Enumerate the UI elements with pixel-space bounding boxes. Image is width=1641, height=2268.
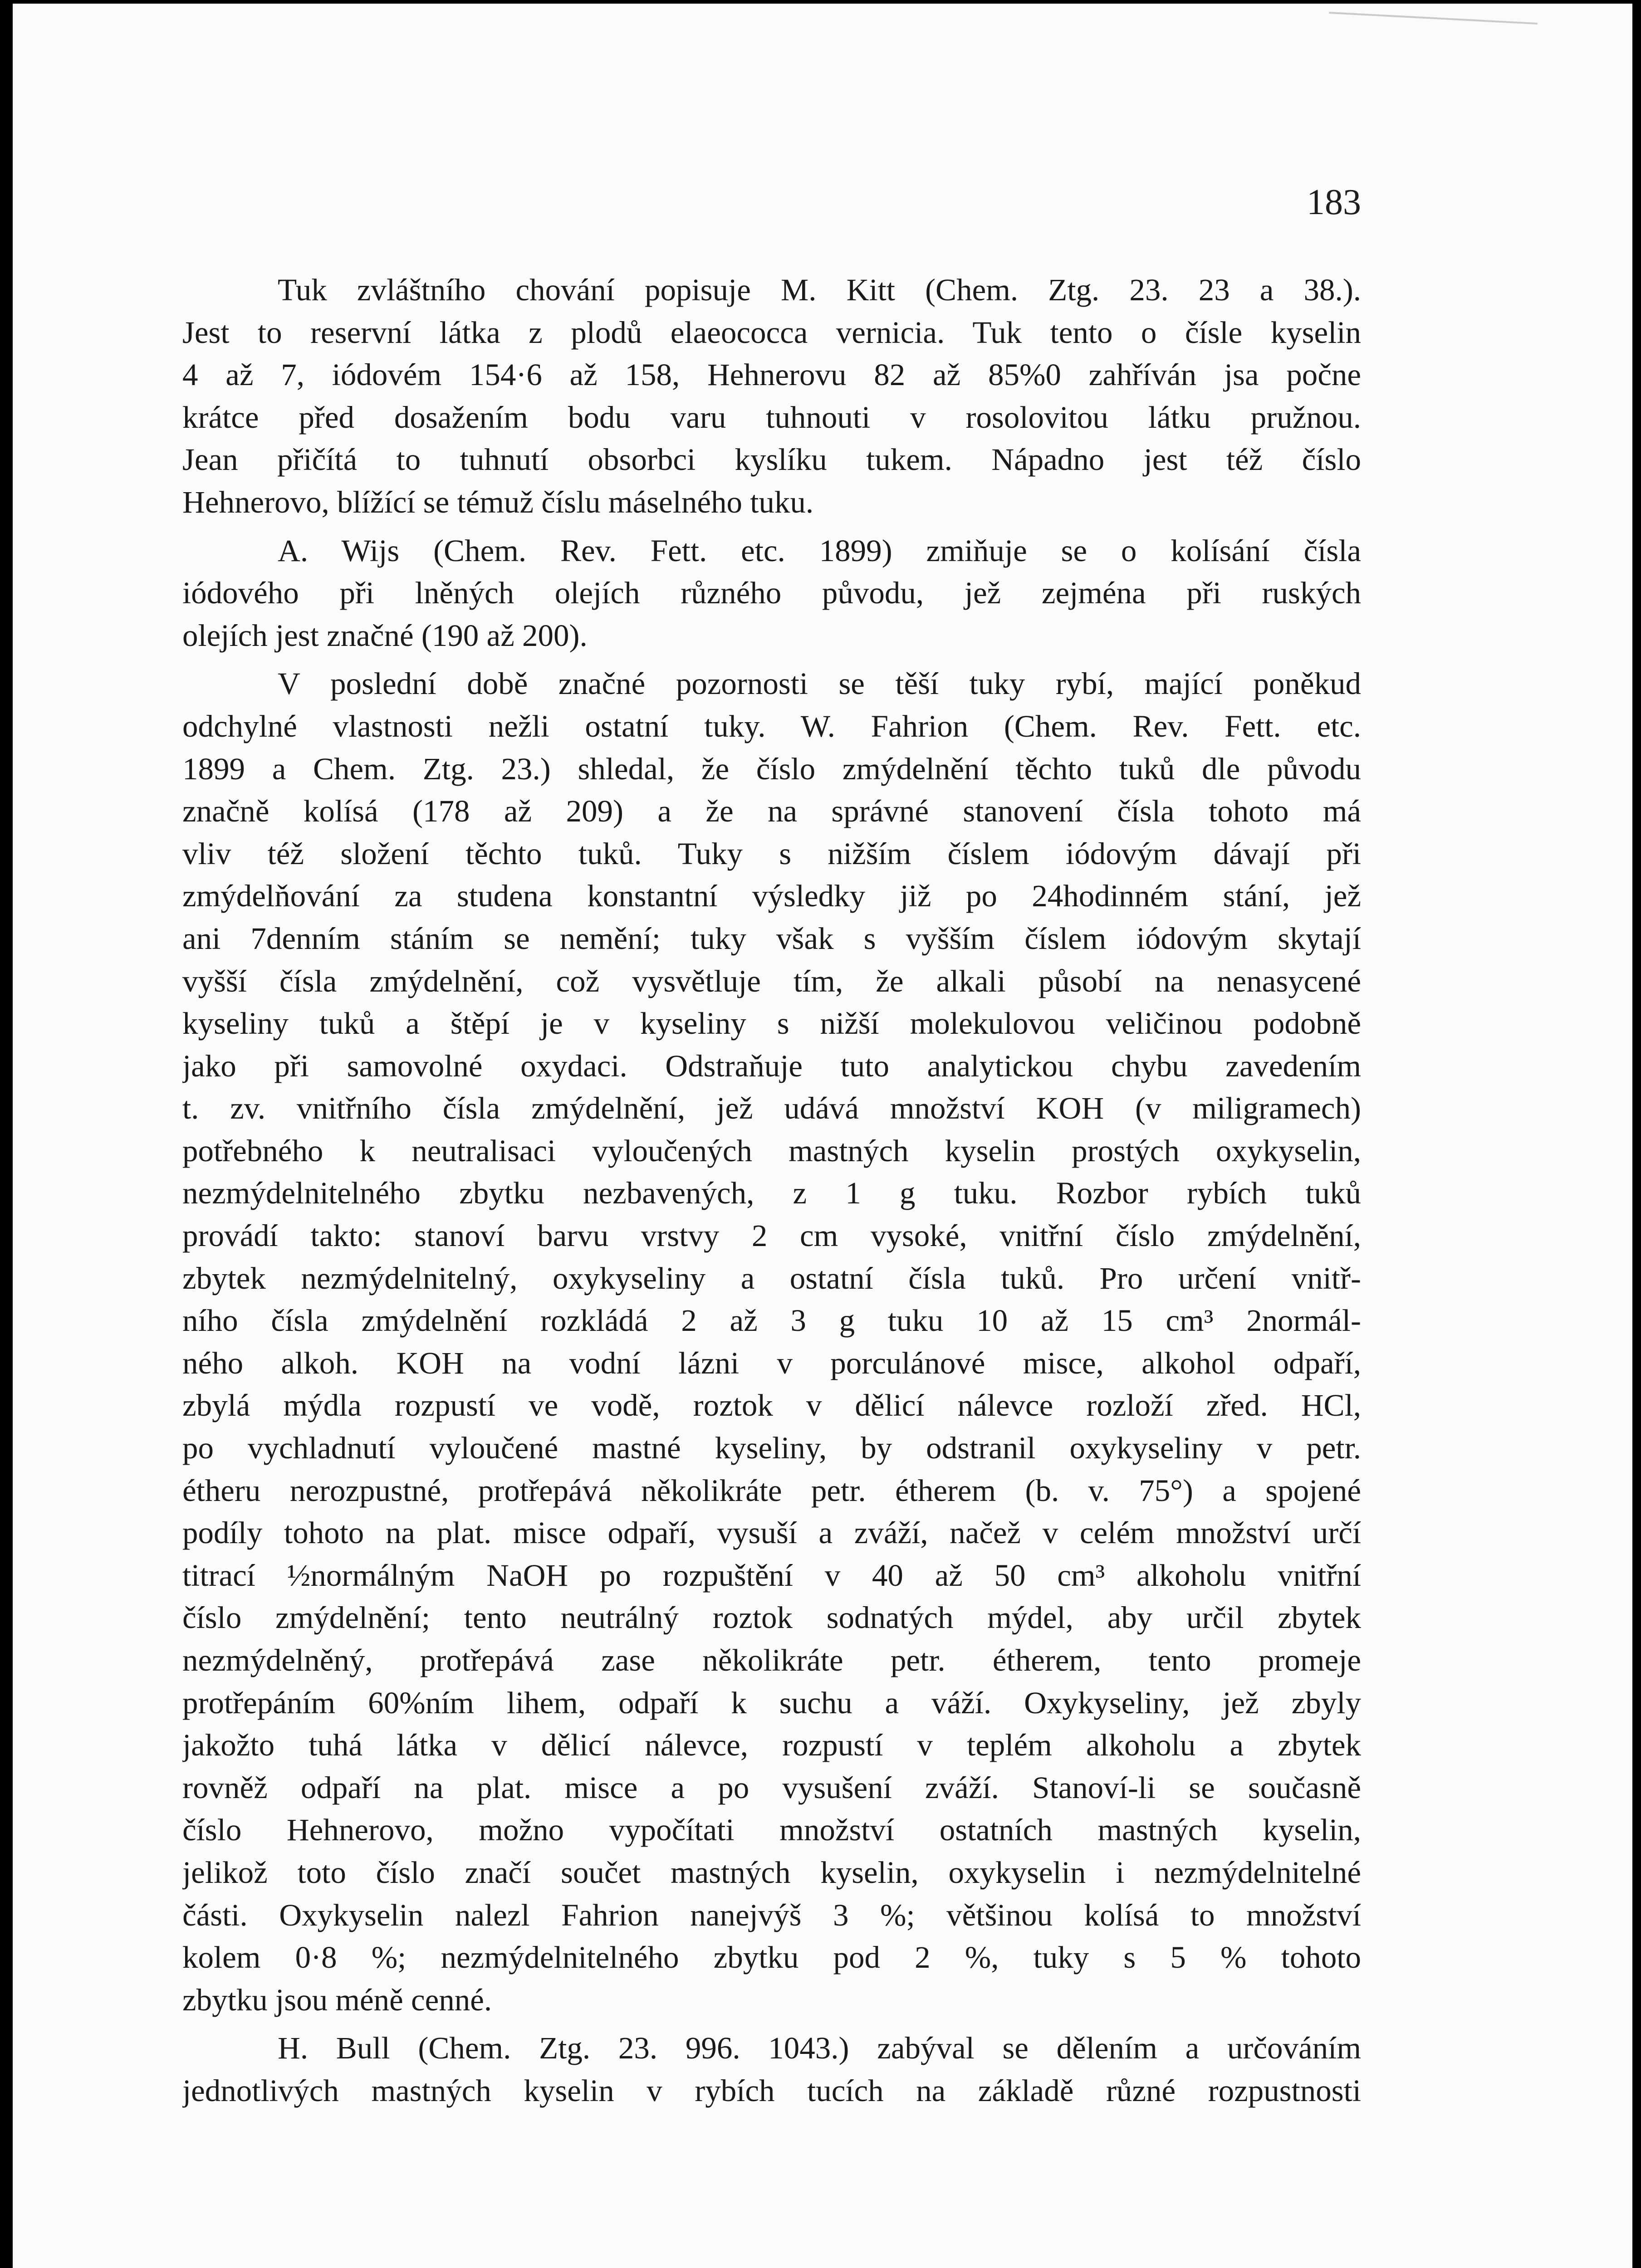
paragraph-kitt [182, 269, 1361, 524]
text-line: t. zv. vnitřního čísla zmýdelnění, jež udává množství KOH (v miligramech) [182, 1091, 1361, 1126]
body-text [182, 269, 1361, 2112]
text-line: po vychladnutí vyloučené mastné kyseliny, by odstranil oxykyseliny v petr. [182, 1431, 1361, 1466]
text-line: olejích jest značné (190 až 200). [182, 618, 588, 653]
text-line: nezmýdelněný, protřepává zase několikráte petr. étherem, tento promeje [182, 1643, 1361, 1677]
text-line: Jean přičítá to tuhnutí obsorbci kyslíku tukem. Nápadno jest též číslo [182, 442, 1361, 477]
page-edge-mark [1328, 12, 1538, 43]
text-line: provádí takto: stanoví barvu vrstvy 2 cm vysoké, vnitřní číslo zmýdelnění, [182, 1218, 1361, 1253]
text-line: Tuk zvláštního chování popisuje M. Kitt (Chem. Ztg. 23. 23 a 38.). [278, 273, 1361, 307]
text-line: jako při samovolné oxydaci. Odstraňuje tuto analytickou chybu zavedením [182, 1048, 1361, 1083]
text-line: ného alkoh. KOH na vodní lázni v porculánové misce, alkohol odpaří, [182, 1345, 1361, 1380]
text-line: protřepáním 60%ním lihem, odpaří k suchu a váží. Oxykyseliny, jež zbyly [182, 1685, 1361, 1720]
text-line: étheru nerozpustné, protřepává několikráte petr. étherem (b. v. 75°) a spojené [182, 1473, 1361, 1508]
text-line: vliv též složení těchto tuků. Tuky s nižším číslem iódovým dávají při [182, 836, 1361, 871]
text-line: Jest to reservní látka z plodů elaeococca vernicia. Tuk tento o čísle kyselin [182, 315, 1361, 350]
text-line: krátce před dosažením bodu varu tuhnouti v rosolovitou látku pružnou. [182, 400, 1361, 435]
text-line: číslo Hehnerovo, možno vypočítati množství ostatních mastných kyselin, [182, 1813, 1361, 1848]
paragraph-fahrion [182, 663, 1361, 2021]
text-line: rovněž odpaří na plat. misce a po vysušení zváží. Stanoví-li se současně [182, 1770, 1361, 1805]
text-line: odchylné vlastnosti nežli ostatní tuky. W. Fahrion (Chem. Rev. Fett. etc. [182, 709, 1361, 743]
text-line: zbylá mýdla rozpustí ve vodě, roztok v dělicí nálevce rozloží zřed. HCl, [182, 1388, 1361, 1423]
text-line: podíly tohoto na plat. misce odpaří, vysuší a zváží, načež v celém množství určí [182, 1515, 1361, 1550]
text-line: části. Oxykyselin nalezl Fahrion nanejvýš 3 %; většinou kolísá to množství [182, 1897, 1361, 1932]
text-line: kyseliny tuků a štěpí je v kyseliny s nižší molekulovou veličinou podobně [182, 1006, 1361, 1041]
text-line: značně kolísá (178 až 209) a že na správné stanovení čísla tohoto má [182, 794, 1361, 829]
text-line: iódového při lněných olejích různého původu, jež zejména při ruských [182, 576, 1361, 611]
text-line: kolem 0·8 %; nezmýdelnitelného zbytku pod 2 %, tuky s 5 % tohoto [182, 1940, 1361, 1975]
text-line: zbytku jsou méně cenné. [182, 1982, 492, 2017]
page [13, 4, 1632, 2268]
text-line: potřebného k neutralisaci vyloučených mastných kyselin prostých oxykyselin, [182, 1133, 1361, 1168]
text-line: H. Bull (Chem. Ztg. 23. 996. 1043.) zabýval se dělením a určováním [278, 2031, 1361, 2066]
text-line: A. Wijs (Chem. Rev. Fett. etc. 1899) zmiňuje se o kolísání čísla [278, 533, 1361, 568]
text-line: vyšší čísla zmýdelnění, což vysvětluje tím, že alkali působí na nenasycené [182, 963, 1361, 998]
text-line: nezmýdelnitelného zbytku nezbavených, z 1 g tuku. Rozbor rybích tuků [182, 1176, 1361, 1211]
text-line: Hehnerovo, blížící se témuž číslu máselného tuku. [182, 484, 814, 519]
text-line: zbytek nezmýdelnitelný, oxykyseliny a ostatní čísla tuků. Pro určení vnitř- [182, 1261, 1361, 1295]
paragraph-wijs [182, 530, 1361, 657]
text-line: jakožto tuhá látka v dělicí nálevce, rozpustí v teplém alkoholu a zbytek [182, 1728, 1361, 1763]
text-line: V poslední době značné pozornosti se těší tuky rybí, mající poněkud [278, 666, 1361, 701]
paragraph-bull [182, 2027, 1361, 2112]
page-number: 183 [1307, 182, 1361, 222]
text-line: ani 7denním stáním se nemění; tuky však s vyšším číslem iódovým skytají [182, 921, 1361, 956]
text-line: 1899 a Chem. Ztg. 23.) shledal, že číslo zmýdelnění těchto tuků dle původu [182, 751, 1361, 786]
text-line: zmýdelňování za studena konstantní výsledky již po 24hodinném stání, jež [182, 879, 1361, 914]
text-line: jednotlivých mastných kyselin v rybích tucích na základě různé rozpustnosti [182, 2073, 1361, 2108]
text-line: jelikož toto číslo značí součet mastných kyselin, oxykyselin i nezmýdelnitelné [182, 1855, 1361, 1890]
text-line: číslo zmýdelnění; tento neutrálný roztok sodnatých mýdel, aby určil zbytek [182, 1600, 1361, 1635]
text-line: ního čísla zmýdelnění rozkládá 2 až 3 g tuku 10 až 15 cm³ 2normál- [182, 1303, 1361, 1338]
text-line: 4 až 7, iódovém 154·6 až 158, Hehnerovu 82 až 85%0 zahříván jsa počne [182, 357, 1361, 392]
text-line: titrací ½normálným NaOH po rozpuštění v 40 až 50 cm³ alkoholu vnitřní [182, 1558, 1361, 1593]
